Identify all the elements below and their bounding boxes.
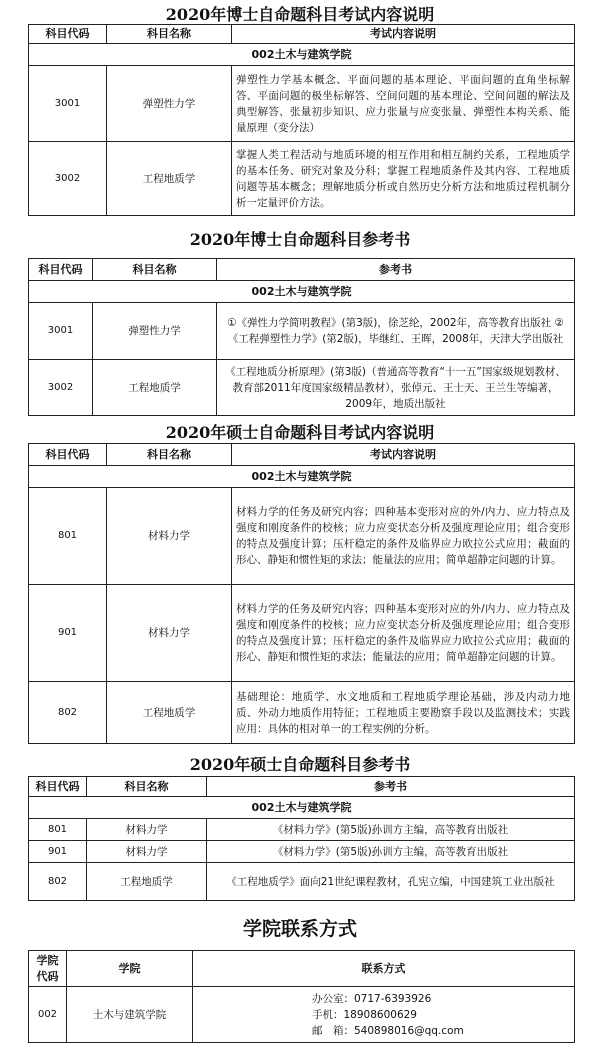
subject-name: 弹塑性力学 — [107, 66, 232, 142]
subject-name: 工程地质学 — [87, 863, 207, 901]
subject-name: 材料力学 — [107, 585, 232, 682]
col-header-content: 参考书 — [207, 777, 575, 797]
subject-code: 3002 — [29, 142, 107, 216]
office-phone: 办公室：0717-6393926 — [312, 992, 432, 1005]
col-header-code: 科目代码 — [29, 444, 107, 466]
subject-code: 801 — [29, 488, 107, 585]
subject-name: 材料力学 — [107, 488, 232, 585]
subject-reference: 《材料力学》(第5版)孙训方主编，高等教育出版社 — [207, 841, 575, 863]
subject-content: 弹塑性力学基本概念、平面问题的基本理论、平面问题的直角坐标解答、平面问题的极坐标解答、空间问题的基本理论、空间问题的解法及典型解答、张量初步知识、应力张量与应变张量、弹塑性本构关系、能量原理（变分法） — [232, 66, 575, 142]
contact-info — [193, 987, 575, 1043]
subject-code: 3001 — [29, 303, 93, 360]
dept-label: 002土木与建筑学院 — [29, 797, 575, 819]
contact-title: 学院联系方式 — [242, 918, 357, 940]
table-row — [29, 863, 575, 901]
table-header-row — [29, 259, 575, 281]
table-row — [29, 488, 575, 585]
dept-label: 002土木与建筑学院 — [29, 281, 575, 303]
subject-reference: 《工程地质学》面向21世纪课程教材，孔宪立编，中国建筑工业出版社 — [207, 863, 575, 901]
table-row — [29, 303, 575, 360]
col-header-name: 科目名称 — [107, 444, 232, 466]
subject-content: 掌握人类工程活动与地质环境的相互作用和相互制约关系，工程地质学的基本任务、研究对象及分科；掌握工程地质条件及其内容、工程地质问题等基本概念；理解地质分析或自然历史分析方法和地质过程机制分析一定量评价方法。 — [232, 142, 575, 216]
mobile-phone: 手机：18908600629 — [312, 1008, 417, 1021]
subject-code: 801 — [29, 819, 87, 841]
col-header-code: 学院代码 — [29, 951, 67, 987]
subject-content: 材料力学的任务及研究内容；四种基本变形对应的外/内力、应力特点及强度和刚度条件的校核；应力应变状态分析及强度理论应用；组合变形的特点及强度计算；压杆稳定的条件及临界应力欧拉公式应用；截面的形心、静矩和惯性矩的求法；能量法的应用；简单超静定问题的计算。 — [232, 585, 575, 682]
dept-label: 002土木与建筑学院 — [29, 466, 575, 488]
col-header-content: 考试内容说明 — [232, 444, 575, 466]
subject-name: 材料力学 — [87, 819, 207, 841]
col-header-name: 科目名称 — [87, 777, 207, 797]
ms-exam-title: 2020年硕士自命题科目考试内容说明 — [165, 423, 435, 442]
subject-code: 3001 — [29, 66, 107, 142]
subject-code: 802 — [29, 863, 87, 901]
college-code: 002 — [29, 987, 67, 1043]
dept-row — [29, 466, 575, 488]
phd-exam-title: 2020年博士自命题科目考试内容说明 — [165, 5, 435, 24]
dept-row — [29, 44, 575, 66]
subject-name: 弹塑性力学 — [93, 303, 217, 360]
phd-ref-table — [28, 258, 575, 416]
table-header-row — [29, 444, 575, 466]
subject-reference: ①《弹性力学简明教程》(第3版)，徐芝纶，2002年，高等教育出版社 ②《工程弹塑性力学》(第2版)，毕继红、王晖，2008年，天津大学出版社 — [217, 303, 575, 360]
phd-ref-title: 2020年博士自命题科目参考书 — [189, 230, 411, 249]
col-header-content: 参考书 — [217, 259, 575, 281]
table-row — [29, 682, 575, 744]
table-row — [29, 585, 575, 682]
college-name: 土木与建筑学院 — [67, 987, 193, 1043]
col-header-content: 考试内容说明 — [232, 25, 575, 44]
subject-name: 材料力学 — [87, 841, 207, 863]
table-header-row — [29, 777, 575, 797]
contact-table — [28, 950, 575, 1043]
dept-row — [29, 281, 575, 303]
subject-code: 802 — [29, 682, 107, 744]
dept-row — [29, 797, 575, 819]
col-header-code: 科目代码 — [29, 25, 107, 44]
subject-reference: 《工程地质分析原理》(第3版)（普通高等教育“十一五”国家级规划教材、教育部2011年度国家级精品教材），张倬元、王士天、王兰生等编著，2009年，地质出版社 — [217, 360, 575, 416]
ms-exam-table — [28, 443, 575, 744]
table-header-row — [29, 951, 575, 987]
subject-code: 901 — [29, 585, 107, 682]
subject-code: 901 — [29, 841, 87, 863]
table-row — [29, 819, 575, 841]
table-row — [29, 360, 575, 416]
table-header-row — [29, 25, 575, 44]
col-header-contact: 联系方式 — [193, 951, 575, 987]
col-header-name: 学院 — [67, 951, 193, 987]
col-header-name: 科目名称 — [93, 259, 217, 281]
ms-ref-title: 2020年硕士自命题科目参考书 — [189, 755, 411, 774]
subject-reference: 《材料力学》(第5版)孙训方主编，高等教育出版社 — [207, 819, 575, 841]
subject-name: 工程地质学 — [107, 142, 232, 216]
table-row — [29, 142, 575, 216]
dept-label: 002土木与建筑学院 — [29, 44, 575, 66]
subject-name: 工程地质学 — [93, 360, 217, 416]
table-row — [29, 841, 575, 863]
table-row — [29, 66, 575, 142]
email-address[interactable]: 邮 箱：540898016@qq.com — [312, 1024, 464, 1037]
subject-content: 材料力学的任务及研究内容；四种基本变形对应的外/内力、应力特点及强度和刚度条件的校核；应力应变状态分析及强度理论应用；组合变形的特点及强度计算；压杆稳定的条件及临界应力欧拉公式应用；截面的形心、静矩和惯性矩的求法；能量法的应用；简单超静定问题的计算。 — [232, 488, 575, 585]
subject-content: 基础理论：地质学、水文地质和工程地质学理论基础，涉及内动力地质、外动力地质作用特征；工程地质主要勘察手段以及监测技术；实践应用：具体的相对单一的工程实例的分析。 — [232, 682, 575, 744]
col-header-code: 科目代码 — [29, 259, 93, 281]
phd-exam-table — [28, 24, 575, 216]
ms-ref-table — [28, 776, 575, 901]
col-header-name: 科目名称 — [107, 25, 232, 44]
table-row — [29, 987, 575, 1043]
subject-name: 工程地质学 — [107, 682, 232, 744]
col-header-code: 科目代码 — [29, 777, 87, 797]
subject-code: 3002 — [29, 360, 93, 416]
